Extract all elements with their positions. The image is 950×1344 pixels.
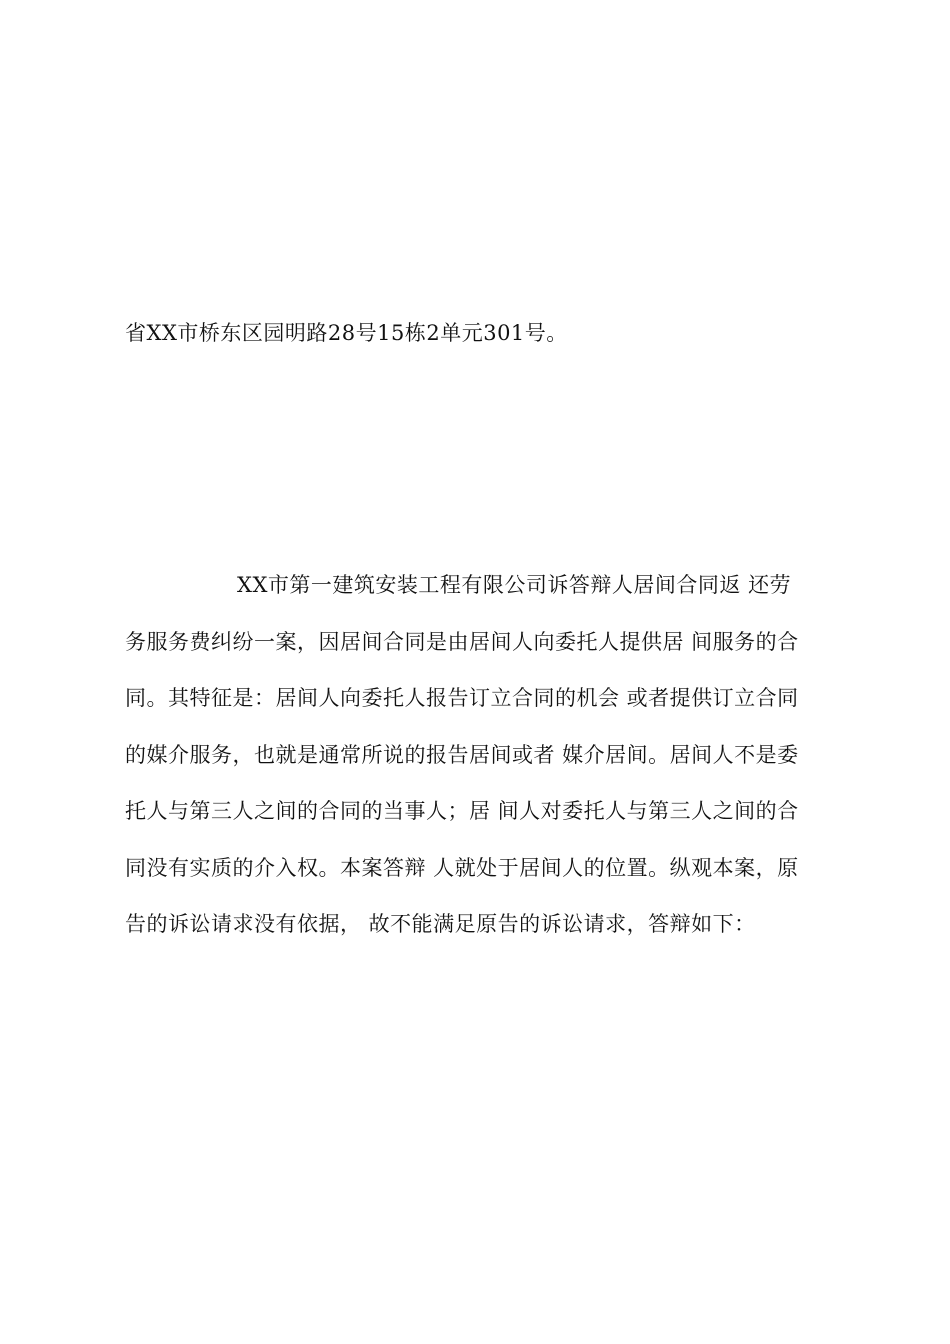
address-line: 省XX市桥东区园明路28号15栋2单元301号。: [125, 321, 568, 345]
paragraph-line-4: 的媒介服务，也就是通常所说的报告居间或者 媒介居间。居间人不是委: [125, 742, 799, 767]
paragraph-line-3: 同。其特征是：居间人向委托人报告订立合同的机会 或者提供订立合同: [125, 686, 799, 710]
paragraph-line-6: 同没有实质的介入权。本案答辩 人就处于居间人的位置。纵观本案，原: [125, 855, 799, 880]
paragraph-line-2: 务服务费纠纷一案，因居间合同是由居间人向委托人提供居 间服务的合: [125, 629, 799, 654]
paragraph-line-7: 告的诉讼请求没有依据， 故不能满足原告的诉讼请求，答辩如下：: [125, 912, 756, 936]
paragraph-line-1: XX市第一建筑安装工程有限公司诉答辩人居间合同返 还劳: [237, 573, 792, 597]
defense-paragraph: [125, 570, 845, 966]
paragraph-line-5: 托人与第三人之间的合同的当事人；居 间人对委托人与第三人之间的合: [125, 799, 799, 823]
